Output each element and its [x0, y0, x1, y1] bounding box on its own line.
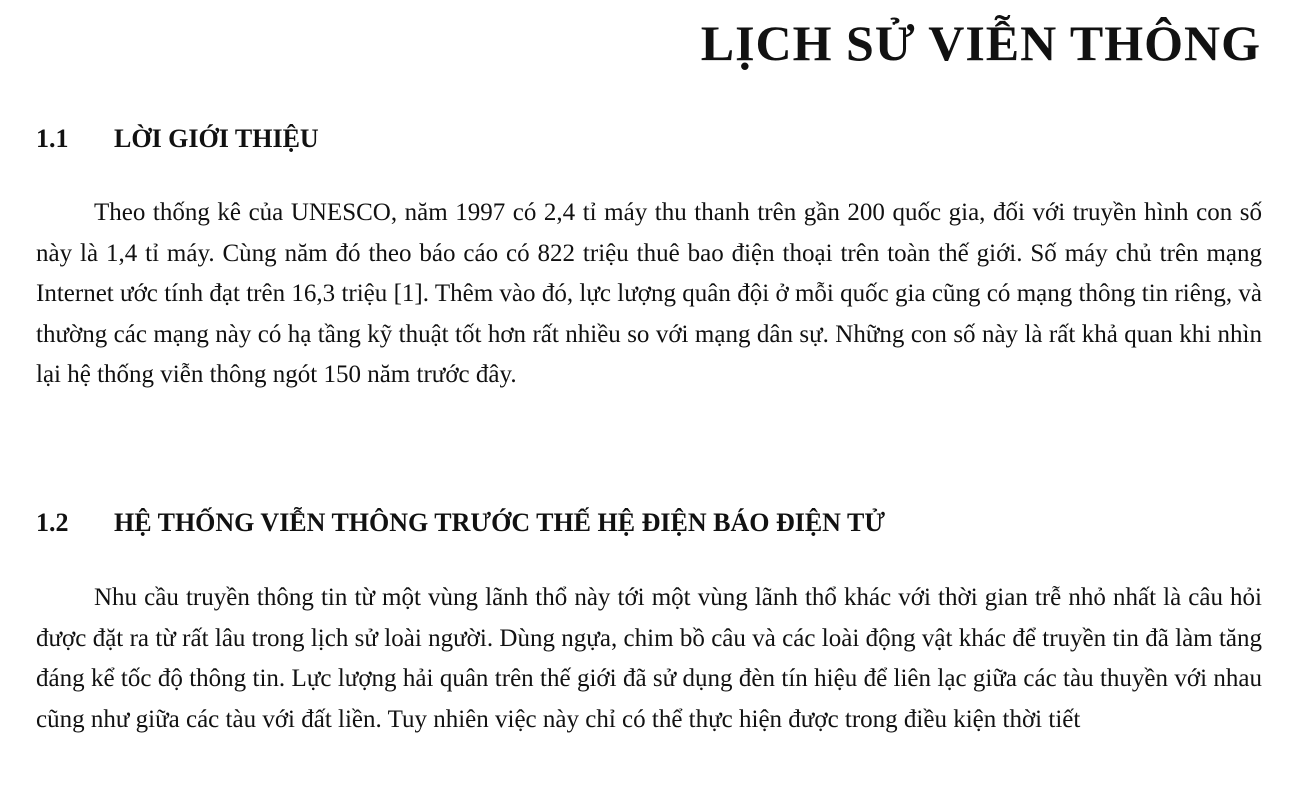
chapter-title: LỊCH SỬ VIỄN THÔNG	[700, 15, 1261, 71]
section-heading-1-2	[36, 506, 885, 540]
section-number: 1.2	[36, 508, 69, 537]
section-heading-text: HỆ THỐNG VIỄN THÔNG TRƯỚC THẾ HỆ ĐIỆN BÁO ĐIỆN TỬ	[114, 508, 886, 537]
section-heading-1-1	[36, 122, 319, 156]
section-heading-text: LỜI GIỚI THIỆU	[114, 124, 319, 153]
section-paragraph-1-1: Theo thống kê của UNESCO, năm 1997 có 2,4 tỉ máy thu thanh trên gần 200 quốc gia, đối với truyền hình con số này là 1,4 tỉ máy. Cùng năm đó theo báo cáo có 822 triệu thuê bao điện thoại trên toàn thế giới. Số máy chủ trên mạng Internet ước tính đạt trên 16,3 triệu [1]. Thêm vào đó, lực lượng quân đội ở mỗi quốc gia cũng có mạng thông tin riêng, và thường các mạng này có hạ tầng kỹ thuật tốt hơn rất nhiều so với mạng dân sự. Những con số này là rất khả quan khi nhìn lại hệ thống viễn thông ngót 150 năm trước đây.	[36, 199, 1262, 388]
section-number: 1.1	[36, 124, 69, 153]
section-paragraph-1-2: Nhu cầu truyền thông tin từ một vùng lãnh thổ này tới một vùng lãnh thổ khác với thời gian trễ nhỏ nhất là câu hỏi được đặt ra từ rất lâu trong lịch sử loài người. Dùng ngựa, chim bồ câu và các loài động vật khác để truyền tin đã làm tăng đáng kể tốc độ thông tin. Lực lượng hải quân trên thế giới đã sử dụng đèn tín hiệu để liên lạc giữa các tàu thuyền với nhau cũng như giữa các tàu với đất liền. Tuy nhiên việc này chỉ có thể thực hiện được trong điều kiện thời tiết	[36, 584, 1262, 733]
